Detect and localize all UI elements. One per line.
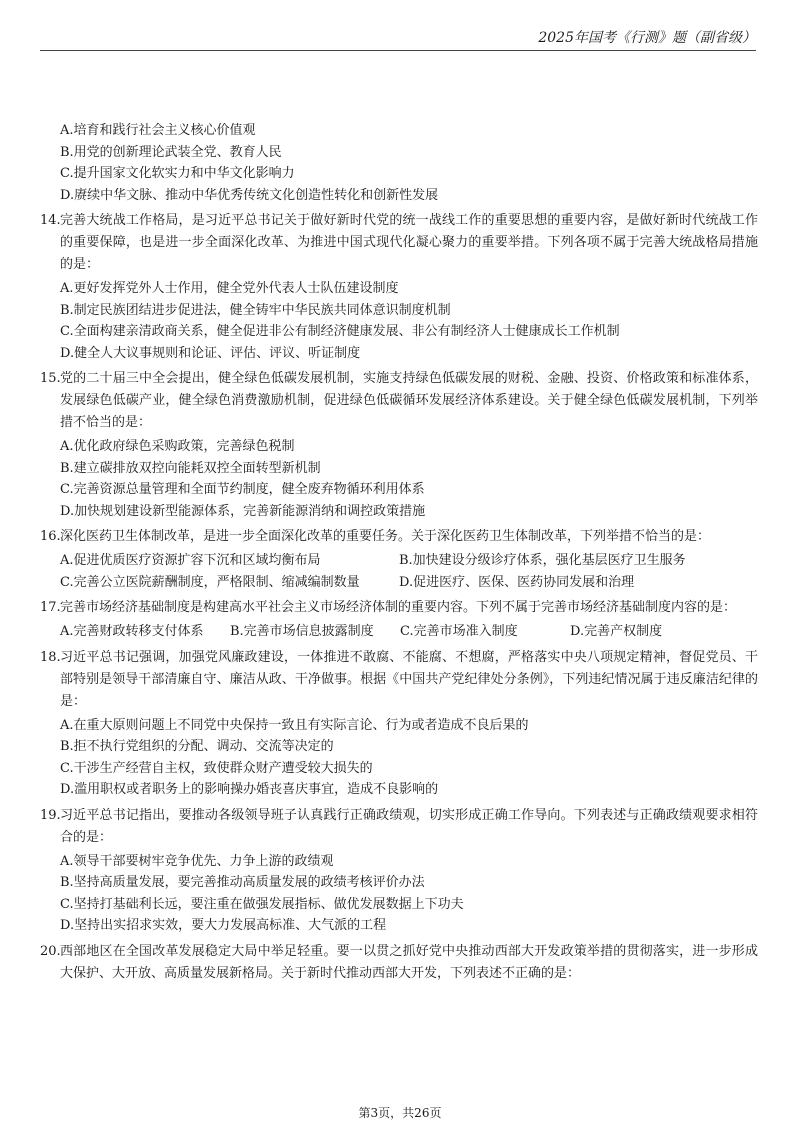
q14-option-b[interactable]: B.制定民族团结进步促进法，健全铸牢中华民族共同体意识制度机制 [60, 302, 451, 318]
q14-option-c[interactable]: C.全面构建亲清政商关系，健全促进非公有制经济健康发展、非公有制经济人士健康成长工作机制 [60, 324, 620, 339]
question-number: 20. [40, 943, 61, 959]
q13-option-a[interactable]: A.培育和践行社会主义核心价值观 [60, 123, 256, 138]
q15-option-d[interactable]: D.加快规划建设新型能源体系，完善新能源消纳和调控政策措施 [60, 503, 426, 519]
q19-option-d[interactable]: D.坚持出实招求实效，要大力发展高标准、大气派的工程 [60, 918, 387, 933]
q14-option-a[interactable]: A.更好发挥党外人士作用，健全党外代表人士队伍建设制度 [60, 281, 399, 296]
question-14 [40, 210, 758, 364]
question-number: 14. [40, 213, 61, 228]
q15-option-a[interactable]: A.优化政府绿色采购政策，完善绿色税制 [60, 439, 295, 454]
q13-option-c[interactable]: C.提升国家文化软实力和中华文化影响力 [60, 166, 295, 181]
question-number: 15. [40, 371, 61, 386]
page-header [40, 28, 756, 51]
q16-option-d[interactable]: D.促进医疗、医保、医药协同发展和治理 [399, 574, 635, 590]
page-footer [0, 1104, 800, 1121]
question-number: 19. [40, 807, 61, 823]
q15-option-b[interactable]: B.建立碳排放双控向能耗双控全面转型新机制 [60, 460, 321, 476]
q14-option-d[interactable]: D.健全人大议事规则和论证、评估、评议、听证制度 [60, 345, 361, 361]
q18-option-a[interactable]: A.在重大原则问题上不同党中央保持一致且有实际言论、行为或者造成不良后果的 [60, 717, 529, 733]
exam-title: 2025年国考《行测》题（副省级） [538, 30, 756, 46]
q16-option-a[interactable]: A.促进优质医疗资源扩容下沉和区域均衡布局 [60, 553, 321, 568]
question-stem: 习近平总书记强调，加强党风廉政建设，一体推进不敢腐、不能腐、不想腐，严格落实中央八项规定精神，督促党员、干部特别是领导干部清廉自守、廉洁从政、干净做事。根据《中国共产党纪律处分条例》，下列违纪情况属于违反廉洁纪律的是： [60, 649, 758, 709]
q18-option-b[interactable]: B.拒不执行党组织的分配、调动、交流等决定的 [60, 739, 334, 754]
question-stem: 完善大统战工作格局，是习近平总书记关于做好新时代党的统一战线工作的重要思想的重要内容，是做好新时代统战工作的重要保障，也是进一步全面深化改革、为推进中国式现代化凝心聚力的重要举措。下列各项不属于完善大统战格局措施的是： [60, 213, 758, 272]
question-19 [40, 805, 758, 937]
question-18 [40, 647, 758, 801]
question-number: 18. [40, 649, 61, 665]
q19-option-c[interactable]: C.坚持打基础利长远，要注重在做强发展指标、做优发展数据上下功夫 [60, 896, 464, 912]
question-17 [40, 597, 758, 643]
q19-option-b[interactable]: B.坚持高质量发展，要完善推动高质量发展的政绩考核评价办法 [60, 875, 425, 890]
q17-option-b[interactable]: B.完善市场信息披露制度 [230, 624, 374, 639]
q16-option-c[interactable]: C.完善公立医院薪酬制度，严格限制、缩减编制数量 [60, 574, 360, 590]
q17-option-a[interactable]: A.完善财政转移支付体系 [60, 624, 204, 639]
question-15 [40, 368, 758, 522]
q13-option-d[interactable]: D.赓续中华文脉、推动中华优秀传统文化创造性转化和创新性发展 [60, 187, 439, 203]
question-stem: 深化医药卫生体制改革，是进一步全面深化改革的重要任务。关于深化医药卫生体制改革，下列举措不恰当的是： [60, 529, 711, 544]
q15-option-c[interactable]: C.完善资源总量管理和全面节约制度，健全废弃物循环利用体系 [60, 482, 425, 497]
question-number: 17. [40, 600, 61, 615]
question-stem: 西部地区在全国改革发展稳定大局中举足轻重。要一以贯之抓好党中央推动西部大开发政策举措的贯彻落实，进一步形成大保护、大开放、高质量发展新格局。关于新时代推动西部大开发，下列表述不正确的是： [60, 943, 758, 981]
q18-option-d[interactable]: D.滥用职权或者职务上的影响操办婚丧喜庆事宜，造成不良影响的 [60, 782, 439, 797]
question-stem: 党的二十届三中全会提出，健全绿色低碳发展机制，实施支持绿色低碳发展的财税、金融、投资、价格政策和标准体系，发展绿色低碳产业，健全绿色消费激励机制，促进绿色低碳循环发展经济体系建设。关于健全绿色低碳发展机制，下列举措不恰当的是： [60, 371, 758, 430]
question-content [40, 120, 758, 987]
q19-option-a[interactable]: A.领导干部要树牢竞争优先、力争上游的政绩观 [60, 853, 334, 869]
q17-option-c[interactable]: C.完善市场准入制度 [400, 624, 518, 639]
page-number: 第3页，共26页 [358, 1106, 442, 1120]
q16-option-b[interactable]: B.加快建设分级诊疗体系，强化基层医疗卫生服务 [399, 553, 686, 568]
q17-option-d[interactable]: D.完善产权制度 [570, 624, 663, 639]
question-stem: 习近平总书记指出，要推动各级领导班子认真践行正确政绩观，切实形成正确工作导向。下列表述与正确政绩观要求相符合的是： [60, 807, 758, 845]
question-16 [40, 526, 758, 593]
question-number: 16. [40, 529, 61, 544]
q13-option-b[interactable]: B.用党的创新理论武装全党、教育人民 [60, 144, 282, 160]
question-20 [40, 941, 758, 987]
question-stem: 完善市场经济基础制度是构建高水平社会主义市场经济体制的重要内容。下列不属于完善市场经济基础制度内容的是： [60, 600, 737, 615]
q13-options [40, 120, 758, 206]
q18-option-c[interactable]: C.干涉生产经营自主权，致使群众财产遭受较大损失的 [60, 760, 373, 776]
